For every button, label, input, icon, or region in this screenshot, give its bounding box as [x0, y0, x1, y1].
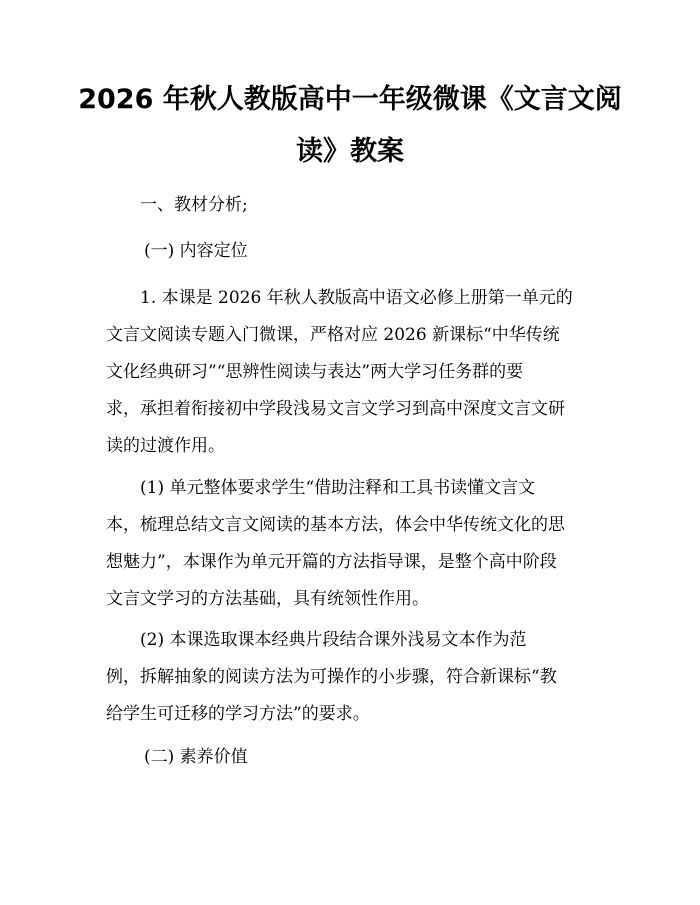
- paragraph-lesson-positioning: [106, 280, 606, 465]
- paragraph-line: 给学生可迁移的学习方法”的要求。: [106, 704, 370, 724]
- subsection-heading-content-positioning: (一) 内容定位: [144, 241, 248, 261]
- paragraph-line: 例，拆解抽象的阅读方法为可操作的小步骤，符合新课标“教: [106, 667, 557, 687]
- subsection-heading-literacy-value: (二) 素养价值: [144, 747, 248, 767]
- document-title: [60, 74, 640, 178]
- paragraph-line: (1) 单元整体要求学生“借助注释和工具书读懂文言文: [140, 478, 536, 498]
- paragraph-unit-requirements: [106, 470, 606, 618]
- paragraph-line: 文言文阅读专题入门微课，严格对应 2026 新课标“中华传统: [106, 325, 560, 345]
- paragraph-line: 想魅力”，本课作为单元开篇的方法指导课，是整个高中阶段: [106, 552, 557, 572]
- title-line-2: 读》教案: [296, 136, 404, 167]
- paragraph-line: 求，承担着衔接初中学段浅易文言文学习到高中深度文言文研: [106, 399, 565, 419]
- paragraph-line: 文化经典研习”“思辨性阅读与表达”两大学习任务群的要: [106, 362, 524, 382]
- paragraph-example-selection: [106, 622, 606, 733]
- paragraph-line: 1. 本课是 2026 年秋人教版高中语文必修上册第一单元的: [140, 288, 573, 308]
- paragraph-line: 本，梳理总结文言文阅读的基本方法，体会中华传统文化的思: [106, 515, 565, 535]
- paragraph-line: (2) 本课选取课本经典片段结合课外浅易文本作为范: [140, 630, 527, 650]
- section-heading-materials-analysis: 一、教材分析;: [140, 195, 248, 215]
- paragraph-line: 读的过渡作用。: [106, 436, 225, 456]
- paragraph-line: 文言文学习的方法基础，具有统领性作用。: [106, 589, 429, 609]
- title-line-1: 2026 年秋人教版高中一年级微课《文言文阅: [78, 84, 622, 115]
